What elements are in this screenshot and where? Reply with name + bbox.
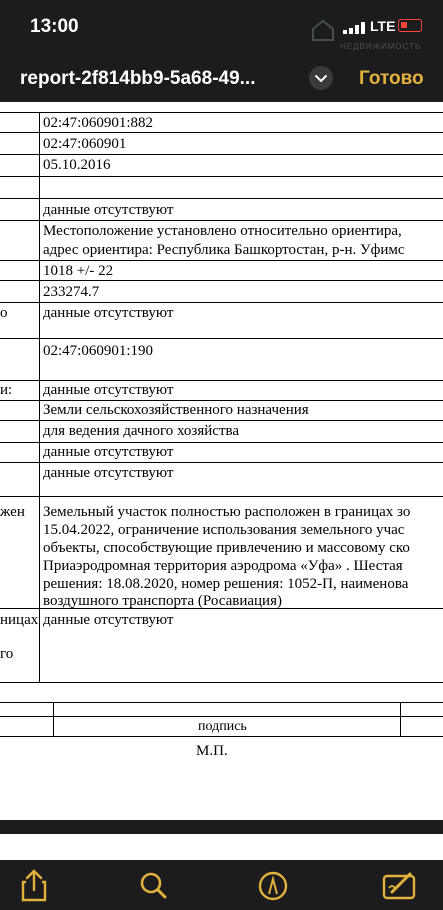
cadastral-quarter: 02:47:060901 bbox=[43, 136, 127, 152]
restriction-line-5: решения: 18.08.2020, номер решения: 1052-П, наименова bbox=[43, 576, 409, 592]
location-line-2: адрес ориентира: Республика Башкортостан, р-н. Уфимс bbox=[43, 242, 405, 258]
restriction-line-6: воздушного транспорта (Росавиация) bbox=[43, 593, 282, 609]
nav-bar bbox=[0, 54, 443, 102]
cadastral-number: 02:47:060901:882 bbox=[43, 115, 154, 131]
row-value: данные отсутствуют bbox=[43, 465, 174, 481]
edit-button[interactable] bbox=[380, 868, 420, 902]
chevron-down-icon bbox=[309, 66, 333, 90]
registration-date: 05.10.2016 bbox=[43, 157, 111, 173]
restriction-line-4: Приаэродромная территория аэродрома «Уфа» . Шестая bbox=[43, 558, 403, 574]
restriction-line-3: объекты, способствующие привлечению и массовому ско bbox=[43, 540, 410, 556]
row-label-fragment: о bbox=[0, 305, 8, 321]
location-line-1: Местоположение установлено относительно ориентира, bbox=[43, 223, 402, 239]
title-menu-button[interactable] bbox=[309, 66, 333, 90]
row-label-fragment: жен bbox=[0, 504, 25, 520]
related-object-number: 02:47:060901:190 bbox=[43, 343, 154, 359]
search-icon bbox=[134, 868, 174, 902]
row-value: данные отсутствуют bbox=[43, 444, 174, 460]
markup-pen-icon bbox=[253, 868, 293, 902]
restriction-line-2: 15.04.2022, ограничение использования земельного учас bbox=[43, 522, 405, 538]
row-label-fragment: и: bbox=[0, 382, 13, 398]
stamp-label: М.П. bbox=[196, 743, 228, 759]
document-page[interactable] bbox=[0, 102, 443, 820]
signature-edit-icon bbox=[380, 868, 420, 902]
row-value: данные отсутствуют bbox=[43, 612, 174, 628]
row-value: данные отсутствуют bbox=[43, 382, 174, 398]
watermark-logo bbox=[310, 18, 443, 52]
share-icon bbox=[14, 868, 54, 902]
network-type: LTE bbox=[370, 18, 396, 34]
cadastral-cost: 233274.7 bbox=[43, 284, 100, 300]
row-value: данные отсутствуют bbox=[43, 202, 174, 218]
row-value: данные отсутствуют bbox=[43, 305, 174, 321]
signature-label: подпись bbox=[198, 719, 247, 734]
share-button[interactable] bbox=[14, 868, 54, 902]
status-time: 13:00 bbox=[30, 16, 79, 37]
land-category: Земли сельскохозяйственного назначения bbox=[43, 402, 309, 418]
bottom-toolbar bbox=[0, 860, 443, 910]
restriction-line-1: Земельный участок полностью расположен в границах зо bbox=[43, 504, 411, 520]
watermark-text: НЕДВИЖИМОСТЬ bbox=[340, 42, 422, 51]
search-button[interactable] bbox=[134, 868, 174, 902]
document-title: report-2f814bb9-5a68-49... bbox=[20, 68, 256, 89]
area-value: 1018 +/- 22 bbox=[43, 263, 114, 279]
permitted-use: для ведения дачного хозяйства bbox=[43, 423, 240, 439]
house-logo-icon bbox=[310, 18, 336, 42]
row-label-fragment: ницах bbox=[0, 612, 39, 628]
next-page-top bbox=[0, 834, 443, 860]
row-label-fragment: го bbox=[0, 646, 14, 662]
markup-button[interactable] bbox=[253, 868, 293, 902]
page-separator bbox=[0, 820, 443, 834]
done-button[interactable]: Готово bbox=[359, 68, 424, 89]
